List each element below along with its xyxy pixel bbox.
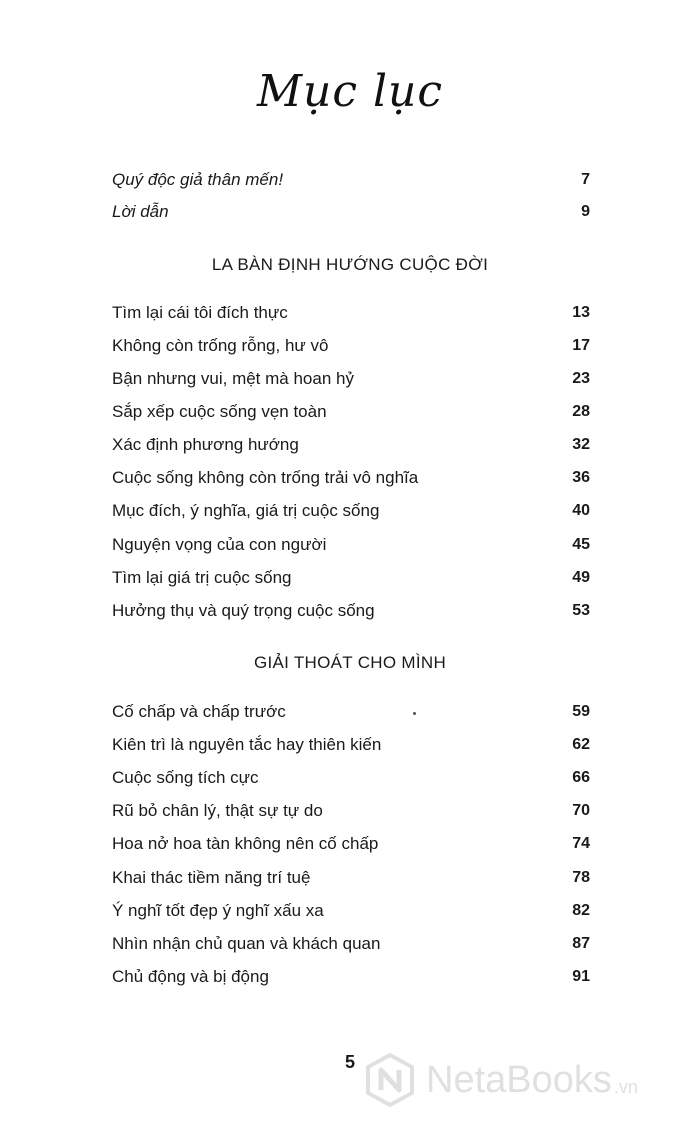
toc-entry[interactable] xyxy=(112,334,590,358)
section-heading: GIẢI THOÁT CHO MÌNH xyxy=(253,653,447,672)
toc-entry[interactable] xyxy=(112,168,590,192)
toc-entry[interactable] xyxy=(112,866,590,890)
toc-entry-label: Xác định phương hướng xyxy=(112,435,299,454)
toc-entry-label: Tìm lại giá trị cuộc sống xyxy=(112,568,292,587)
toc-entry[interactable] xyxy=(112,466,590,490)
toc-entry-page: 78 xyxy=(572,869,590,886)
toc-entry-label: Cố chấp và chấp trước xyxy=(112,702,286,721)
toc-entry[interactable] xyxy=(112,965,590,989)
toc-entry[interactable] xyxy=(112,533,590,557)
toc-entry-label: Cuộc sống tích cực xyxy=(112,768,259,787)
toc-entry-label: Nhìn nhận chủ quan và khách quan xyxy=(112,934,381,953)
toc-entry[interactable] xyxy=(112,367,590,391)
toc-entry-page: 66 xyxy=(572,769,590,786)
toc-entry-label: Nguyện vọng của con người xyxy=(112,535,327,554)
toc-entry-page: 36 xyxy=(572,469,590,486)
toc-entry-label: Kiên trì là nguyên tắc hay thiên kiến xyxy=(112,735,382,754)
toc-entry-page: 13 xyxy=(572,304,590,321)
toc-entry-page: 17 xyxy=(572,337,590,354)
toc-entry-label: Chủ động và bị động xyxy=(112,967,269,986)
toc-entry-page: 9 xyxy=(581,203,590,220)
toc-entry-label: Khai thác tiềm năng trí tuệ xyxy=(112,868,311,887)
toc-entry[interactable] xyxy=(112,899,590,923)
toc-entry-page: 49 xyxy=(572,569,590,586)
toc-entry-label: Ý nghĩ tốt đẹp ý nghĩ xấu xa xyxy=(112,901,324,920)
toc-entry-label: Hưởng thụ và quý trọng cuộc sống xyxy=(112,601,375,620)
toc-entry-label: Quý độc giả thân mến! xyxy=(112,170,284,189)
page-title: Mục lục xyxy=(256,66,444,117)
toc-entry[interactable] xyxy=(112,700,590,724)
toc-entry-page: 62 xyxy=(572,736,590,753)
toc-entry-page: 28 xyxy=(572,403,590,420)
toc-entry[interactable] xyxy=(112,799,590,823)
toc-entry-label: Mục đích, ý nghĩa, giá trị cuộc sống xyxy=(112,501,380,520)
toc-entry-page: 23 xyxy=(572,370,590,387)
toc-entry[interactable] xyxy=(112,832,590,856)
toc-entry[interactable] xyxy=(112,566,590,590)
toc-entry[interactable] xyxy=(112,733,590,757)
toc-entry[interactable] xyxy=(112,932,590,956)
toc-entry-page: 45 xyxy=(572,536,590,553)
section-heading: LA BÀN ĐỊNH HƯỚNG CUỘC ĐỜI xyxy=(211,255,489,274)
watermark-suffix: .vn xyxy=(613,1076,638,1097)
toc-entry-label: Tìm lại cái tôi đích thực xyxy=(112,303,288,322)
toc-entry-page: 70 xyxy=(572,802,590,819)
toc-entry[interactable] xyxy=(112,433,590,457)
toc-entry-page: 91 xyxy=(572,968,590,985)
toc-entry-label: Không còn trống rỗng, hư vô xyxy=(112,336,329,355)
toc-entry-label: Lời dẫn xyxy=(112,202,169,221)
netabooks-logo-icon xyxy=(362,1052,418,1108)
toc-entry[interactable] xyxy=(112,499,590,523)
toc-entry-page: 40 xyxy=(572,502,590,519)
toc-entry-page: 87 xyxy=(572,935,590,952)
watermark-brand: NetaBooks xyxy=(426,1058,612,1101)
toc-entry-page: 32 xyxy=(572,436,590,453)
toc-entry-label: Sắp xếp cuộc sống vẹn toàn xyxy=(112,402,327,421)
toc-entry-page: 59 xyxy=(572,703,590,720)
toc-entry[interactable] xyxy=(112,301,590,325)
watermark xyxy=(362,1050,692,1110)
toc-entry-page: 53 xyxy=(572,602,590,619)
toc-entry-label: Rũ bỏ chân lý, thật sự tự do xyxy=(112,801,323,820)
toc-entry[interactable] xyxy=(112,400,590,424)
toc-entry-label: Cuộc sống không còn trống trải vô nghĩa xyxy=(112,468,419,487)
toc-entry-page: 82 xyxy=(572,902,590,919)
toc-entry[interactable] xyxy=(112,766,590,790)
toc-entry-label: Hoa nở hoa tàn không nên cố chấp xyxy=(112,834,379,853)
toc-entry-page: 74 xyxy=(572,835,590,852)
toc-entry[interactable] xyxy=(112,599,590,623)
toc-entry[interactable] xyxy=(112,200,590,224)
toc-entry-page: 7 xyxy=(581,171,590,188)
page-number: 5 xyxy=(344,1052,355,1072)
toc-entry-label: Bận nhưng vui, mệt mà hoan hỷ xyxy=(112,369,354,388)
